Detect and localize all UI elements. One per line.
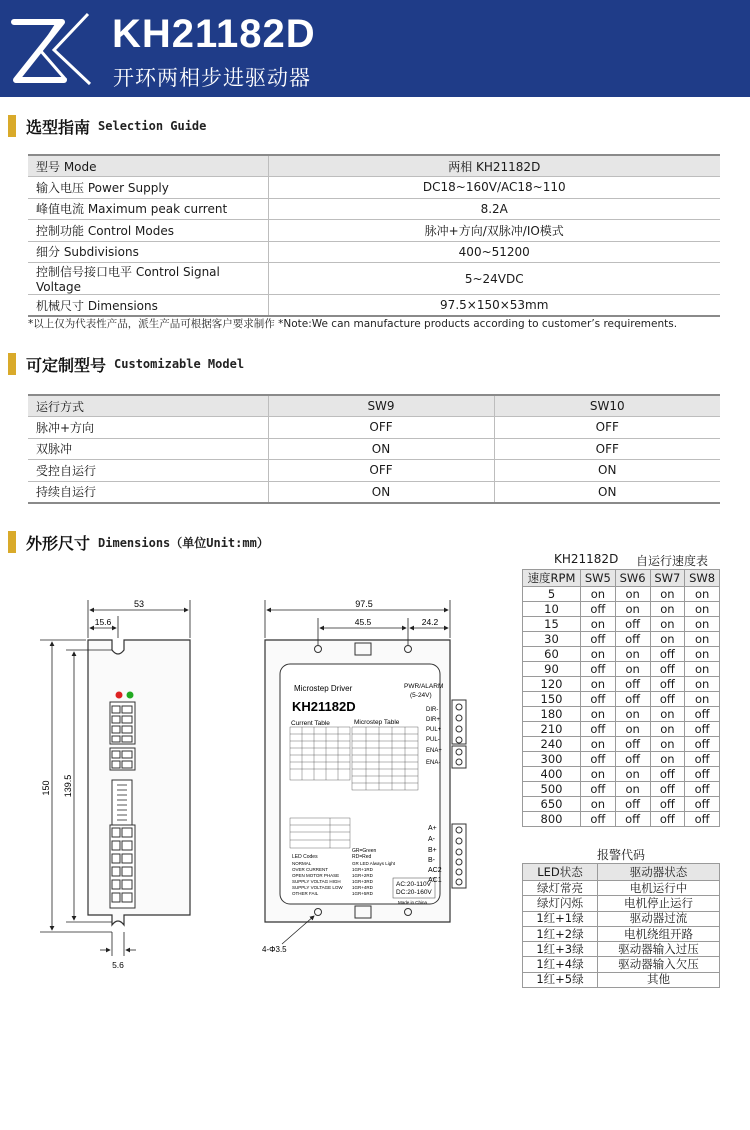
sw9-value: OFF [268, 417, 494, 439]
led-code-value: 1GR+4RD [352, 885, 373, 890]
table-cell: off [650, 647, 685, 662]
table-cell: 驱动器输入过压 [598, 942, 720, 957]
table-cell: off [581, 752, 616, 767]
table-cell: off [581, 692, 616, 707]
table-cell: on [581, 707, 616, 722]
table-cell: on [615, 782, 650, 797]
section-title: 外形尺寸 [26, 533, 91, 553]
spec-value: DC18~160V/AC18~110 [268, 177, 720, 199]
table-row [28, 177, 720, 199]
speed-caption-title: 自运行速度表 [635, 554, 708, 568]
dim-97-5-label: 97.5 [355, 599, 373, 609]
table-cell: on [615, 602, 650, 617]
section-title: 可定制型号 [26, 355, 107, 375]
section-dimensions [0, 529, 269, 555]
table-cell: on [650, 722, 685, 737]
table-cell: on [685, 632, 720, 647]
table-row [523, 881, 720, 896]
table-cell: on [615, 707, 650, 722]
table-row [28, 220, 720, 242]
speed-table [522, 569, 720, 827]
column-header: SW6 [615, 570, 650, 587]
voltage-ac: AC:20-110V [396, 881, 431, 888]
table-row [28, 460, 720, 482]
column-header: 驱动器状态 [598, 864, 720, 881]
led-codes-title: LED Codes [292, 854, 318, 860]
sw10-value: OFF [494, 438, 720, 460]
table-cell: off [685, 737, 720, 752]
product-subtitle: 开环两相步进驱动器 [113, 66, 311, 90]
led-code-value: 1GR+2RD [352, 873, 373, 878]
table-cell: 绿灯常亮 [523, 881, 598, 896]
table-cell: 1红+1绿 [523, 911, 598, 926]
table-cell: off [685, 707, 720, 722]
table-header-row [28, 395, 720, 417]
led-code-value: 1GR+5RD [352, 891, 373, 896]
dim-53-label: 53 [133, 599, 145, 609]
spec-value: 8.2A [268, 198, 720, 220]
table-cell: 绿灯闪烁 [523, 896, 598, 911]
table-cell: 1红+2绿 [523, 926, 598, 941]
panel-brand: Microstep Driver [294, 684, 353, 693]
customizable-table [28, 394, 720, 504]
table-cell: 800 [523, 812, 581, 827]
terminal-label: AC2 [428, 867, 442, 874]
terminal-label: ENA- [426, 760, 441, 766]
led-code-name: OVER CURRENT [292, 867, 329, 872]
table-cell: off [615, 692, 650, 707]
table-cell: on [615, 647, 650, 662]
spec-label: 峰值电流 Maximum peak current [28, 198, 268, 220]
product-model-title: KH21182D [112, 12, 316, 56]
table-cell: 60 [523, 647, 581, 662]
column-header: SW8 [685, 570, 720, 587]
table-row [523, 911, 720, 926]
alarm-table-caption: 报警代码 [596, 848, 645, 862]
table-cell: off [685, 767, 720, 782]
table-row [523, 707, 720, 722]
dim-5-6-label: 5.6 [112, 960, 124, 970]
table-cell: on [685, 602, 720, 617]
table-cell: on [615, 767, 650, 782]
table-cell: on [581, 797, 616, 812]
led-code-value: GR LED Always Light [352, 861, 396, 866]
table-row [28, 198, 720, 220]
table-cell: 1红+3绿 [523, 942, 598, 957]
table-cell: 电机绕组开路 [598, 926, 720, 941]
column-header: SW10 [494, 395, 720, 417]
table-row [523, 662, 720, 677]
sw9-value: ON [268, 438, 494, 460]
table-cell: 120 [523, 677, 581, 692]
table-cell: on [650, 737, 685, 752]
table-row [523, 896, 720, 911]
spec-label: 输入电压 Power Supply [28, 177, 268, 199]
table-cell: on [685, 662, 720, 677]
table-cell: on [650, 632, 685, 647]
section-title-en: Selection Guide [98, 119, 207, 133]
terminal-label: A- [428, 836, 435, 843]
section-customizable [0, 351, 244, 377]
column-header: LED状态 [523, 864, 598, 881]
table-row [523, 647, 720, 662]
table-row [28, 481, 720, 503]
table-row [523, 617, 720, 632]
table-cell: off [685, 797, 720, 812]
table-cell: off [650, 692, 685, 707]
dimension-drawing [0, 560, 515, 980]
section-bar [8, 115, 16, 137]
terminal-label: A+ [428, 825, 437, 832]
table-cell: off [581, 662, 616, 677]
column-header: 运行方式 [28, 395, 268, 417]
page-header [0, 0, 750, 97]
terminal-label: B- [428, 857, 435, 864]
table-cell: on [615, 662, 650, 677]
table-cell: off [615, 752, 650, 767]
panel-pwr-v: (5-24V) [410, 692, 432, 699]
table-cell: 其他 [598, 972, 720, 987]
table-cell: off [685, 812, 720, 827]
spec-value: 两相 KH21182D [268, 155, 720, 177]
table-cell: off [581, 602, 616, 617]
table-cell: 10 [523, 602, 581, 617]
table-cell: on [650, 752, 685, 767]
table-cell: 1红+4绿 [523, 957, 598, 972]
table-cell: on [650, 707, 685, 722]
table-cell: 5 [523, 587, 581, 602]
table-row [523, 926, 720, 941]
table-cell: 90 [523, 662, 581, 677]
table-cell: off [615, 812, 650, 827]
table-row [523, 632, 720, 647]
terminal-label: DIR+ [426, 717, 440, 723]
table-header-row [523, 864, 720, 881]
table-cell: 15 [523, 617, 581, 632]
mode-label: 受控自运行 [28, 460, 268, 482]
rd-red-label: RD=Red [352, 854, 372, 860]
table-cell: off [650, 767, 685, 782]
alarm-table [522, 863, 720, 988]
table-cell: on [685, 587, 720, 602]
table-row [523, 972, 720, 987]
sw9-value: OFF [268, 460, 494, 482]
section-title-en: Customizable Model [114, 357, 245, 371]
table-cell: off [581, 722, 616, 737]
spec-label: 控制信号接口电平 Control Signal Voltage [28, 263, 268, 295]
mode-label: 双脉冲 [28, 438, 268, 460]
table-cell: on [581, 587, 616, 602]
table-cell: on [650, 617, 685, 632]
green-led-icon [127, 692, 134, 699]
table-cell: off [615, 677, 650, 692]
terminal-label: B+ [428, 847, 437, 854]
speed-caption-model: KH21182D [554, 552, 619, 566]
column-header: SW9 [268, 395, 494, 417]
table-cell: off [615, 632, 650, 647]
table-row [28, 295, 720, 317]
led-code-name: NORMAL [292, 861, 312, 866]
table-cell: off [685, 722, 720, 737]
table-cell: off [581, 782, 616, 797]
table-cell: 650 [523, 797, 581, 812]
table-cell: off [615, 737, 650, 752]
table-cell: on [581, 767, 616, 782]
terminal-label: ENA+ [426, 748, 442, 754]
table-cell: on [650, 587, 685, 602]
column-header: SW5 [581, 570, 616, 587]
table-cell: off [650, 662, 685, 677]
table-cell: on [581, 677, 616, 692]
table-cell: on [685, 692, 720, 707]
table-cell: 30 [523, 632, 581, 647]
table-row [523, 767, 720, 782]
table-cell: off [650, 782, 685, 797]
table-cell: 400 [523, 767, 581, 782]
table-cell: off [581, 632, 616, 647]
table-cell: on [615, 587, 650, 602]
side-view [40, 599, 190, 970]
led-code-value: 1GR+3RD [352, 879, 373, 884]
dim-139-5-label: 139.5 [63, 774, 73, 798]
section-bar [8, 531, 16, 553]
section-selection-guide [0, 113, 206, 139]
table-row [523, 782, 720, 797]
zk-logo [0, 0, 103, 97]
table-cell: on [650, 602, 685, 617]
table-cell: 240 [523, 737, 581, 752]
table-cell: off [615, 617, 650, 632]
table-cell: 电机运行中 [598, 881, 720, 896]
dim-150-label: 150 [41, 780, 51, 796]
table-cell: on [615, 722, 650, 737]
section-title: 选型指南 [26, 117, 91, 137]
sw10-value: ON [494, 460, 720, 482]
table-row [523, 812, 720, 827]
sw10-value: ON [494, 481, 720, 503]
table-row [28, 155, 720, 177]
table-row [523, 602, 720, 617]
speed-table-caption [522, 552, 720, 569]
table-cell: 1红+5绿 [523, 972, 598, 987]
led-code-name: OPEN MOTOR PHASE [292, 873, 340, 878]
dim-45-5-label: 45.5 [354, 617, 372, 627]
led-code-name: SUPPLY VOLTAGE LOW [292, 885, 343, 890]
spec-value: 脉冲+方向/双脉冲/IO模式 [268, 220, 720, 242]
table-row [28, 241, 720, 263]
table-row [28, 417, 720, 439]
mode-label: 脉冲+方向 [28, 417, 268, 439]
column-header: 速度RPM [523, 570, 581, 587]
table-cell: off [581, 812, 616, 827]
table-row [523, 587, 720, 602]
table-row [523, 942, 720, 957]
table-cell: off [615, 797, 650, 812]
table-cell: off [650, 677, 685, 692]
microstep-table-title: Microstep Table [354, 719, 400, 726]
mode-label: 持续自运行 [28, 481, 268, 503]
table-row [523, 692, 720, 707]
terminal-label: PUL+ [426, 727, 442, 733]
dim-15-6-label: 15.6 [94, 617, 112, 627]
table-cell: 电机停止运行 [598, 896, 720, 911]
spec-value: 97.5×150×53mm [268, 295, 720, 317]
table-cell: on [685, 677, 720, 692]
led-code-name: OTHER FAIL [292, 891, 319, 896]
led-code-value: 1GR+1RD [352, 867, 373, 872]
table-cell: off [685, 752, 720, 767]
spec-label: 控制功能 Control Modes [28, 220, 268, 242]
table-cell: off [685, 782, 720, 797]
table-cell: on [581, 737, 616, 752]
terminal-label: AC1 [428, 877, 442, 884]
spec-label: 型号 Mode [28, 155, 268, 177]
red-led-icon [116, 692, 123, 699]
terminal-label: DIR- [426, 707, 439, 713]
terminal-label: PUL- [426, 737, 440, 743]
current-table-title: Current Table [291, 720, 330, 727]
table-cell: on [685, 647, 720, 662]
table-cell: off [650, 797, 685, 812]
spec-label: 机械尺寸 Dimensions [28, 295, 268, 317]
table-row [28, 438, 720, 460]
voltage-dc: DC:20-160V [396, 889, 432, 896]
table-row [523, 797, 720, 812]
led-code-name: SUPPLY VOLTAG HIGH [292, 879, 341, 884]
section-bar [8, 353, 16, 375]
table-row [523, 957, 720, 972]
gr-green-label: GR=Green [352, 848, 377, 854]
table-cell: 150 [523, 692, 581, 707]
sw9-value: ON [268, 481, 494, 503]
mounting-holes-label: 4-Φ3.5 [262, 945, 287, 954]
table-cell: 驱动器输入欠压 [598, 957, 720, 972]
table-row [523, 737, 720, 752]
table-cell: on [581, 647, 616, 662]
selection-table [28, 154, 720, 317]
table-header-row [523, 570, 720, 587]
spec-value: 400~51200 [268, 241, 720, 263]
made-in: Made in China [398, 900, 428, 905]
table-row [523, 677, 720, 692]
table-cell: 180 [523, 707, 581, 722]
spec-value: 5~24VDC [268, 263, 720, 295]
front-view [262, 599, 466, 954]
table-cell: off [650, 812, 685, 827]
dim-24-2-label: 24.2 [421, 617, 439, 627]
table-row [28, 263, 720, 295]
sw10-value: OFF [494, 417, 720, 439]
table-cell: 驱动器过流 [598, 911, 720, 926]
spec-label: 细分 Subdivisions [28, 241, 268, 263]
section-title-en: Dimensions（单位Unit:mm） [98, 535, 269, 550]
table-row [523, 722, 720, 737]
panel-pwr: PWR/ALARM [404, 683, 444, 690]
table-cell: on [685, 617, 720, 632]
table-cell: 500 [523, 782, 581, 797]
selection-note: *以上仅为代表性产品，派生产品可根据客户要求制作 *Note:We can manufacture products according to customer’s requirements. [28, 318, 678, 330]
panel-model: KH21182D [292, 699, 356, 714]
column-header: SW7 [650, 570, 685, 587]
table-cell: on [581, 617, 616, 632]
table-cell: 210 [523, 722, 581, 737]
table-cell: 300 [523, 752, 581, 767]
table-row [523, 752, 720, 767]
